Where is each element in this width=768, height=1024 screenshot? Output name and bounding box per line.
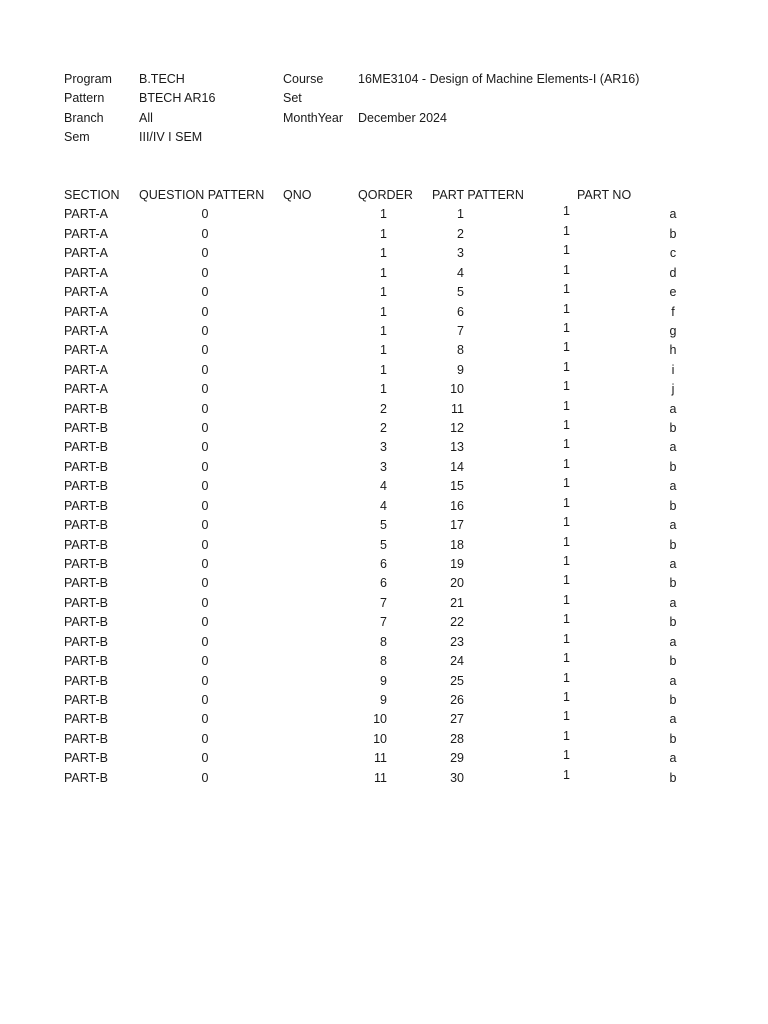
cell-part-no-text: a bbox=[669, 440, 677, 455]
program-value: B.TECH bbox=[139, 72, 185, 86]
cell-question-pattern-text: 0 bbox=[201, 382, 209, 397]
table-row bbox=[64, 672, 704, 691]
cell-part-no-text: g bbox=[669, 323, 677, 338]
cell-section: PART-B bbox=[64, 401, 108, 416]
cell-section: PART-B bbox=[64, 479, 108, 494]
cell-qorder: 14 bbox=[450, 459, 464, 474]
cell-qorder: 22 bbox=[450, 615, 464, 630]
cell-section: PART-B bbox=[64, 692, 108, 707]
cell-question-pattern-text: 0 bbox=[201, 207, 209, 222]
cell-qno: 1 bbox=[380, 246, 387, 261]
cell-qno: 11 bbox=[374, 770, 387, 785]
cell-qorder: 3 bbox=[457, 246, 464, 261]
cell-question-pattern-text: 0 bbox=[201, 421, 209, 436]
cell-part-pattern: 1 bbox=[563, 728, 570, 743]
pattern-label: Pattern bbox=[64, 91, 105, 106]
table-row bbox=[64, 458, 704, 477]
cell-qorder: 17 bbox=[450, 518, 464, 533]
cell-question-pattern-text: 0 bbox=[201, 576, 209, 591]
cell-part-no-text: b bbox=[669, 770, 677, 785]
cell-qorder: 26 bbox=[450, 692, 464, 707]
cell-part-no-text: b bbox=[669, 498, 677, 513]
cell-qno: 1 bbox=[380, 226, 387, 241]
cell-part-pattern: 1 bbox=[563, 748, 570, 763]
cell-part-pattern: 1 bbox=[563, 418, 570, 433]
cell-part-pattern: 1 bbox=[563, 612, 570, 627]
cell-qorder: 9 bbox=[457, 362, 464, 377]
cell-qno: 1 bbox=[380, 362, 387, 377]
monthyear-label: MonthYear bbox=[283, 110, 343, 125]
header-qorder: QORDER bbox=[358, 188, 413, 202]
cell-question-pattern-text: 0 bbox=[201, 557, 209, 572]
cell-part-no-text: b bbox=[669, 459, 677, 474]
cell-part-no-text: a bbox=[669, 595, 677, 610]
cell-part-no-text: d bbox=[669, 265, 677, 280]
pattern-value: BTECH AR16 bbox=[139, 91, 216, 106]
cell-question-pattern-text: 0 bbox=[201, 634, 209, 649]
cell-qno: 1 bbox=[380, 304, 387, 319]
cell-qorder: 7 bbox=[457, 323, 464, 338]
cell-qorder: 16 bbox=[450, 498, 464, 513]
cell-part-pattern: 1 bbox=[563, 554, 570, 569]
cell-part-pattern: 1 bbox=[563, 515, 570, 530]
cell-part-pattern: 1 bbox=[563, 340, 570, 355]
table-row bbox=[64, 438, 704, 457]
cell-qorder: 6 bbox=[457, 304, 464, 319]
cell-part-pattern: 1 bbox=[563, 282, 570, 297]
table-row bbox=[64, 244, 704, 263]
cell-section: PART-B bbox=[64, 498, 108, 513]
cell-part-pattern: 1 bbox=[563, 534, 570, 549]
table-row bbox=[64, 769, 704, 788]
header-section: SECTION bbox=[64, 188, 120, 202]
cell-section: PART-B bbox=[64, 634, 108, 649]
table-row bbox=[64, 749, 704, 768]
table-row bbox=[64, 400, 704, 419]
cell-qno: 1 bbox=[380, 285, 387, 300]
table-row bbox=[64, 322, 704, 341]
sem-value: III/IV I SEM bbox=[139, 129, 203, 144]
cell-part-pattern: 1 bbox=[563, 592, 570, 607]
branch-value: All bbox=[139, 110, 153, 125]
table-row bbox=[64, 341, 704, 360]
header-question-pattern: QUESTION PATTERN bbox=[139, 188, 265, 202]
cell-part-pattern: 1 bbox=[563, 243, 570, 258]
cell-section: PART-A bbox=[64, 226, 108, 241]
cell-qno: 2 bbox=[380, 401, 387, 416]
table-row bbox=[64, 497, 704, 516]
cell-question-pattern-text: 0 bbox=[201, 401, 209, 416]
cell-qorder: 20 bbox=[450, 576, 464, 591]
cell-part-pattern: 1 bbox=[563, 262, 570, 277]
cell-qorder: 15 bbox=[450, 479, 464, 494]
cell-question-pattern-text: 0 bbox=[201, 343, 209, 358]
table-row bbox=[64, 477, 704, 496]
cell-part-no-text: b bbox=[669, 421, 677, 436]
cell-section: PART-A bbox=[64, 207, 108, 222]
cell-qorder: 13 bbox=[450, 440, 464, 455]
cell-qorder: 25 bbox=[450, 673, 464, 688]
cell-question-pattern-text: 0 bbox=[201, 265, 209, 280]
cell-question-pattern-text: 0 bbox=[201, 226, 209, 241]
cell-section: PART-B bbox=[64, 770, 108, 785]
cell-section: PART-A bbox=[64, 362, 108, 377]
cell-part-pattern: 1 bbox=[563, 301, 570, 316]
cell-qno: 2 bbox=[380, 421, 387, 436]
cell-qorder: 28 bbox=[450, 731, 464, 746]
set-label: Set bbox=[283, 91, 302, 106]
cell-qorder: 5 bbox=[457, 285, 464, 300]
cell-qno: 8 bbox=[380, 634, 387, 649]
cell-qno: 1 bbox=[380, 265, 387, 280]
table-row bbox=[64, 419, 704, 438]
cell-question-pattern-text: 0 bbox=[201, 362, 209, 377]
cell-section: PART-B bbox=[64, 537, 108, 552]
table-row bbox=[64, 574, 704, 593]
cell-qorder: 30 bbox=[450, 770, 464, 785]
cell-section: PART-B bbox=[64, 654, 108, 669]
cell-qorder: 2 bbox=[457, 226, 464, 241]
cell-part-pattern: 1 bbox=[563, 359, 570, 374]
cell-question-pattern-text: 0 bbox=[201, 459, 209, 474]
cell-qno: 1 bbox=[380, 343, 387, 358]
cell-qorder: 23 bbox=[450, 634, 464, 649]
cell-part-no-text: a bbox=[669, 479, 677, 494]
cell-section: PART-A bbox=[64, 304, 108, 319]
cell-part-pattern: 1 bbox=[563, 379, 570, 394]
course-value: 16ME3104 - Design of Machine Elements-I (AR16) bbox=[358, 72, 640, 86]
cell-part-pattern: 1 bbox=[563, 631, 570, 646]
cell-qno: 1 bbox=[380, 323, 387, 338]
cell-section: PART-B bbox=[64, 421, 108, 436]
cell-part-no-text: a bbox=[669, 673, 677, 688]
cell-qorder: 27 bbox=[450, 712, 464, 727]
cell-part-no-text: c bbox=[669, 246, 677, 261]
cell-part-pattern: 1 bbox=[563, 767, 570, 782]
sem-label: Sem bbox=[64, 129, 90, 144]
cell-part-no-text: b bbox=[669, 537, 677, 552]
cell-qno: 6 bbox=[380, 576, 387, 591]
cell-part-no-text: a bbox=[669, 518, 677, 533]
cell-section: PART-B bbox=[64, 751, 108, 766]
cell-part-no-text: b bbox=[669, 731, 677, 746]
table-row bbox=[64, 205, 704, 224]
cell-part-no-text: b bbox=[669, 615, 677, 630]
cell-section: PART-B bbox=[64, 731, 108, 746]
cell-part-no-text: a bbox=[669, 207, 677, 222]
cell-question-pattern-text: 0 bbox=[201, 285, 209, 300]
cell-qno: 10 bbox=[373, 731, 387, 746]
cell-question-pattern-text: 0 bbox=[201, 479, 209, 494]
cell-question-pattern-text: 0 bbox=[201, 246, 209, 261]
cell-part-no-text: b bbox=[669, 692, 677, 707]
course-label: Course bbox=[283, 72, 324, 86]
cell-section: PART-B bbox=[64, 557, 108, 572]
cell-section: PART-B bbox=[64, 712, 108, 727]
cell-qorder: 11 bbox=[451, 401, 464, 416]
cell-part-no-text: b bbox=[669, 654, 677, 669]
cell-qorder: 18 bbox=[450, 537, 464, 552]
cell-qno: 3 bbox=[380, 459, 387, 474]
cell-qno: 6 bbox=[380, 557, 387, 572]
question-table bbox=[64, 186, 704, 788]
cell-part-no-text: a bbox=[669, 634, 677, 649]
cell-qno: 7 bbox=[380, 615, 387, 630]
cell-part-pattern: 1 bbox=[563, 320, 570, 335]
cell-part-pattern: 1 bbox=[563, 223, 570, 238]
cell-part-no-text: e bbox=[669, 285, 677, 300]
cell-qno: 1 bbox=[380, 207, 387, 222]
cell-part-no-text: i bbox=[671, 362, 675, 377]
cell-qorder: 8 bbox=[457, 343, 464, 358]
monthyear-value: December 2024 bbox=[358, 110, 447, 125]
cell-section: PART-A bbox=[64, 246, 108, 261]
cell-qno: 4 bbox=[380, 498, 387, 513]
cell-question-pattern-text: 0 bbox=[201, 537, 209, 552]
cell-part-pattern: 1 bbox=[563, 689, 570, 704]
cell-question-pattern-text: 0 bbox=[201, 498, 209, 513]
cell-qno: 7 bbox=[380, 595, 387, 610]
cell-qorder: 10 bbox=[450, 382, 464, 397]
table-row bbox=[64, 730, 704, 749]
table-row bbox=[64, 303, 704, 322]
cell-section: PART-A bbox=[64, 285, 108, 300]
branch-label: Branch bbox=[64, 110, 104, 125]
cell-section: PART-B bbox=[64, 595, 108, 610]
cell-qno: 4 bbox=[380, 479, 387, 494]
header-part-no: PART NO bbox=[577, 188, 632, 202]
table-row bbox=[64, 361, 704, 380]
cell-question-pattern-text: 0 bbox=[201, 440, 209, 455]
cell-question-pattern-text: 0 bbox=[201, 673, 209, 688]
cell-section: PART-B bbox=[64, 440, 108, 455]
cell-part-no-text: b bbox=[669, 576, 677, 591]
cell-qorder: 29 bbox=[450, 751, 464, 766]
cell-qno: 10 bbox=[373, 712, 387, 727]
cell-section: PART-A bbox=[64, 265, 108, 280]
table-row bbox=[64, 225, 704, 244]
cell-qno: 5 bbox=[380, 537, 387, 552]
cell-question-pattern-text: 0 bbox=[201, 770, 209, 785]
cell-part-no-text: f bbox=[671, 304, 675, 319]
table-header-row bbox=[64, 186, 704, 205]
cell-part-no-text: j bbox=[671, 382, 675, 397]
cell-qorder: 21 bbox=[450, 595, 464, 610]
cell-part-pattern: 1 bbox=[563, 670, 570, 685]
cell-part-pattern: 1 bbox=[563, 204, 570, 219]
cell-section: PART-A bbox=[64, 323, 108, 338]
cell-qorder: 12 bbox=[450, 421, 464, 436]
cell-part-pattern: 1 bbox=[563, 456, 570, 471]
cell-qorder: 1 bbox=[457, 207, 464, 222]
cell-question-pattern-text: 0 bbox=[201, 304, 209, 319]
cell-qorder: 19 bbox=[450, 557, 464, 572]
cell-section: PART-B bbox=[64, 673, 108, 688]
cell-question-pattern-text: 0 bbox=[201, 518, 209, 533]
header-qno: QNO bbox=[283, 188, 312, 202]
cell-qorder: 4 bbox=[457, 265, 464, 280]
cell-part-no-text: a bbox=[669, 401, 677, 416]
cell-part-pattern: 1 bbox=[563, 398, 570, 413]
cell-qorder: 24 bbox=[450, 654, 464, 669]
cell-qno: 9 bbox=[380, 673, 387, 688]
cell-question-pattern-text: 0 bbox=[201, 751, 209, 766]
cell-question-pattern-text: 0 bbox=[201, 654, 209, 669]
cell-question-pattern-text: 0 bbox=[201, 692, 209, 707]
table-row bbox=[64, 516, 704, 535]
cell-section: PART-B bbox=[64, 615, 108, 630]
cell-question-pattern-text: 0 bbox=[201, 615, 209, 630]
cell-qno: 1 bbox=[380, 382, 387, 397]
table-row bbox=[64, 380, 704, 399]
cell-question-pattern-text: 0 bbox=[201, 712, 209, 727]
cell-part-no-text: b bbox=[669, 226, 677, 241]
cell-part-no-text: a bbox=[669, 712, 677, 727]
cell-qno: 3 bbox=[380, 440, 387, 455]
table-row bbox=[64, 710, 704, 729]
cell-part-pattern: 1 bbox=[563, 573, 570, 588]
cell-part-no-text: a bbox=[669, 751, 677, 766]
table-row bbox=[64, 555, 704, 574]
cell-part-pattern: 1 bbox=[563, 651, 570, 666]
cell-part-pattern: 1 bbox=[563, 476, 570, 491]
table-row bbox=[64, 283, 704, 302]
cell-section: PART-B bbox=[64, 576, 108, 591]
table-row bbox=[64, 613, 704, 632]
cell-section: PART-A bbox=[64, 382, 108, 397]
header-part-pattern: PART PATTERN bbox=[432, 188, 524, 202]
cell-part-no-text: a bbox=[669, 557, 677, 572]
table-row bbox=[64, 594, 704, 613]
table-row bbox=[64, 691, 704, 710]
cell-qno: 11 bbox=[374, 751, 387, 766]
program-label: Program bbox=[64, 72, 112, 86]
cell-part-pattern: 1 bbox=[563, 495, 570, 510]
table-row bbox=[64, 536, 704, 555]
cell-qno: 8 bbox=[380, 654, 387, 669]
cell-section: PART-A bbox=[64, 343, 108, 358]
cell-section: PART-B bbox=[64, 459, 108, 474]
cell-part-pattern: 1 bbox=[563, 709, 570, 724]
cell-section: PART-B bbox=[64, 518, 108, 533]
cell-question-pattern-text: 0 bbox=[201, 595, 209, 610]
cell-question-pattern-text: 0 bbox=[201, 731, 209, 746]
table-row bbox=[64, 264, 704, 283]
cell-part-no-text: h bbox=[669, 343, 677, 358]
cell-qno: 9 bbox=[380, 692, 387, 707]
cell-question-pattern-text: 0 bbox=[201, 323, 209, 338]
table-row bbox=[64, 652, 704, 671]
cell-qno: 5 bbox=[380, 518, 387, 533]
cell-part-pattern: 1 bbox=[563, 437, 570, 452]
table-row bbox=[64, 633, 704, 652]
